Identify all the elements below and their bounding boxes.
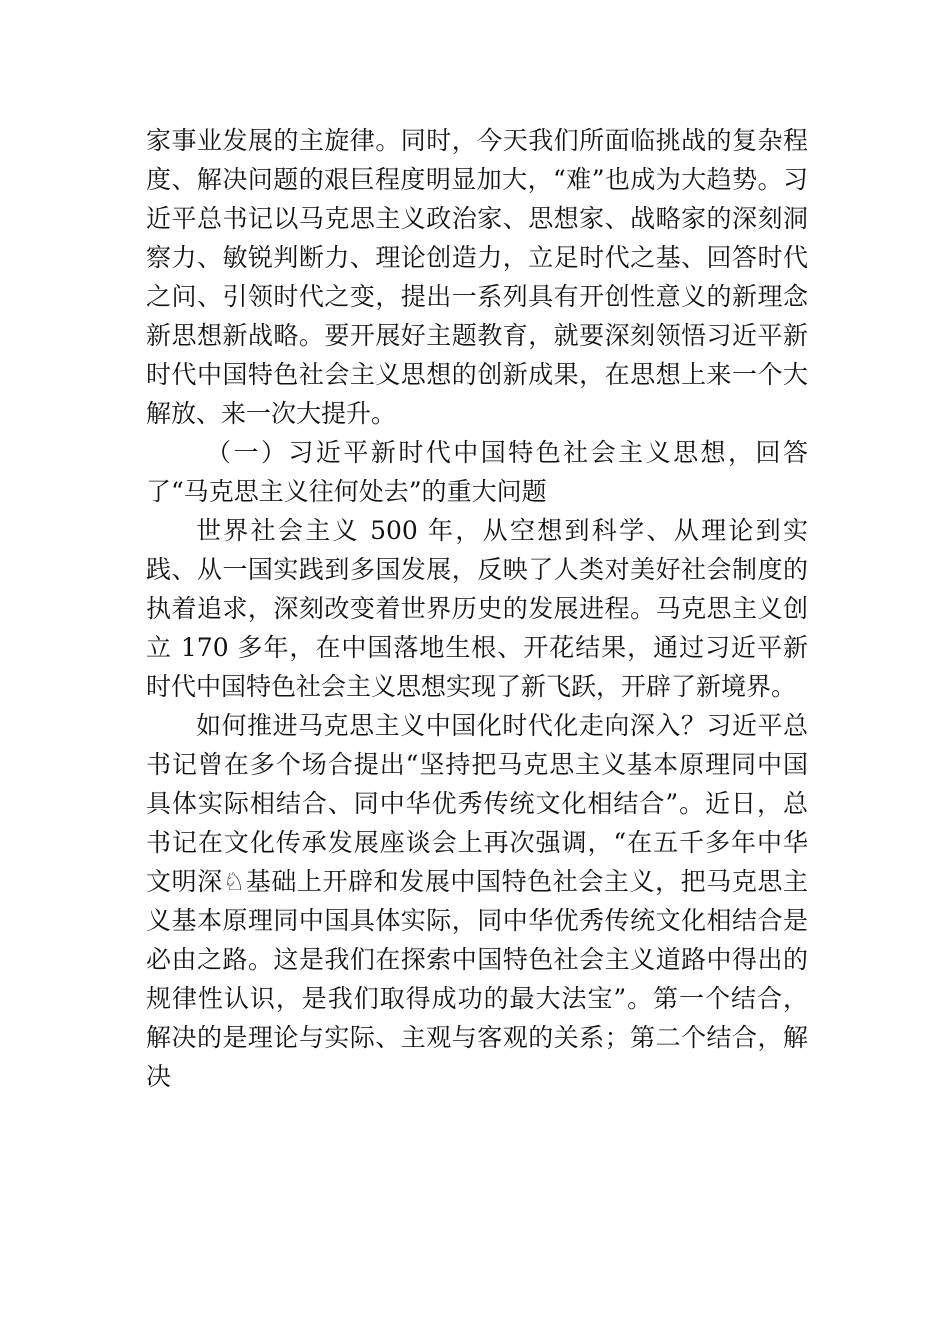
body-text: [146, 121, 808, 1096]
paragraph-continuation: 家事业发展的主旋律。同时，今天我们所面临挑战的复杂程度、解决问题的艰巨程度明显加大，“难”也成为大趋势。习近平总书记以马克思主义政治家、思想家、战略家的深刻洞察力、敏锐判断力、理论创造力，立足时代之基、回答时代之问、引领时代之变，提出一系列具有开创性意义的新理念新思想新战略。要开展好主题教育，就要深刻领悟习近平新时代中国特色社会主义思想的创新成果，在思想上来一个大解放、来一次大提升。: [146, 126, 808, 428]
paragraph-world-socialism: 世界社会主义 500 年，从空想到科学、从理论到实践、从一国实践到多国发展，反映了人类对美好社会制度的执着追求，深刻改变着世界历史的发展进程。马克思主义创立 170 多年，在中国落地生根、开花结果，通过习近平新时代中国特色社会主义思想实现了新飞跃，开辟了新境界。: [146, 516, 808, 701]
paragraph-two-combinations: 如何推进马克思主义中国化时代化走向深入？习近平总书记曾在多个场合提出“坚持把马克思主义基本原理同中国具体实际相结合、同中华优秀传统文化相结合”。近日，总书记在文化传承发展座谈会上再次强调，“在五千多年中华文明深♘基础上开辟和发展中国特色社会主义，把马克思主义基本原理同中国具体实际，同中华优秀传统文化相结合是必由之路。这是我们在探索中国特色社会主义道路中得出的规律性认识，是我们取得成功的最大法宝”。第一个结合，解决的是理论与实际、主观与客观的关系；第二个结合，解决: [146, 711, 808, 1091]
section-heading: （一）习近平新时代中国特色社会主义思想，回答了“马克思主义往何处去”的重大问题: [146, 438, 808, 506]
